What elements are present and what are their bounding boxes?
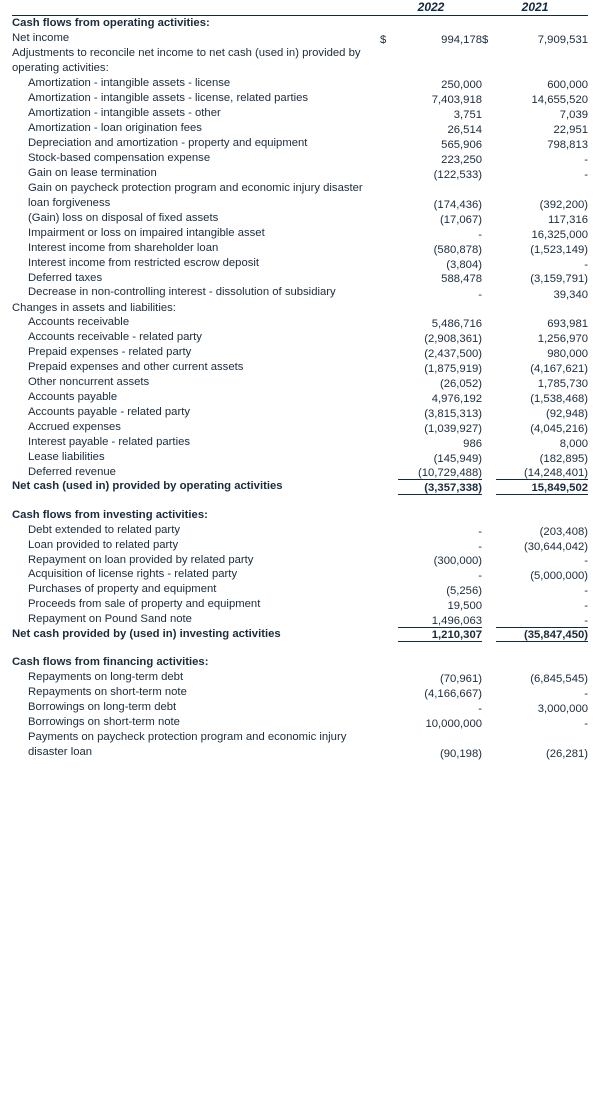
row-value-2022: 1,210,307: [398, 627, 482, 642]
row-value-2021: 980,000: [547, 348, 589, 361]
row-value-2022: (10,729,488): [398, 465, 482, 480]
row-currency-2021: [482, 46, 496, 76]
row-value-2021: 39,340: [553, 288, 589, 301]
section-heading-label: Cash flows from operating activities:: [12, 17, 210, 29]
section-heading-cur2: [482, 655, 496, 670]
row-label: Net cash provided by (used in) investing activities: [12, 628, 281, 641]
row-value-2022: 565,906: [441, 138, 483, 151]
row-value-2022: (3,357,338): [398, 479, 482, 494]
row-value-2022: (122,533): [433, 168, 483, 181]
row-currency-2021: [482, 256, 496, 271]
row-label: Gain on lease termination: [28, 166, 157, 179]
row-currency-2021: [482, 390, 496, 405]
row-label: Deferred revenue: [28, 465, 116, 478]
row-currency-2022: [380, 523, 398, 538]
spacer-cell: [12, 494, 588, 508]
row-label: Deferred taxes: [28, 271, 103, 284]
row-currency-2022: [380, 46, 398, 76]
row-currency-2021: [482, 685, 496, 700]
row-currency-2022: [380, 256, 398, 271]
row-label: (Gain) loss on disposal of fixed assets: [28, 211, 219, 224]
table-row: [12, 31, 588, 46]
row-currency-2021: [482, 597, 496, 612]
table-row: [12, 46, 588, 76]
row-label: Decrease in non-controlling interest - dissolution of subsidiary: [28, 286, 336, 299]
table-row: [12, 538, 588, 553]
row-value-2021: (3,159,791): [530, 273, 589, 286]
header-blank: [12, 0, 380, 14]
row-value-2022: -: [478, 703, 483, 716]
row-currency-2022: [380, 450, 398, 465]
row-value-2022: 5,486,716: [431, 318, 483, 331]
row-value-2022: -: [478, 570, 483, 583]
row-value-2021: 600,000: [547, 78, 589, 91]
row-currency-2021: [482, 166, 496, 181]
row-value-2021: 8,000: [559, 437, 589, 450]
section-heading-v2: [496, 655, 588, 670]
row-value-2022: (3,815,313): [424, 407, 483, 420]
row-currency-2022: [380, 597, 398, 612]
row-currency-2022: [380, 360, 398, 375]
row-value-2022: (2,908,361): [424, 333, 483, 346]
table-row: [12, 670, 588, 685]
section-heading-cur2: [482, 508, 496, 523]
table-row: [12, 226, 588, 241]
table-row: [12, 405, 588, 420]
row-currency-2022: [380, 76, 398, 91]
row-value-2021: 7,909,531: [537, 33, 589, 46]
table-row: [12, 612, 588, 627]
spacer-cell: [12, 642, 588, 656]
row-label: Accounts payable - related party: [28, 405, 191, 418]
header-year-2021: 2021: [521, 0, 549, 14]
row-currency-2021: [482, 538, 496, 553]
row-value-2021: (203,408): [539, 525, 589, 538]
row-value-2022: (2,437,500): [424, 348, 483, 361]
row-value-2021: -: [584, 600, 589, 613]
row-value-2022: (70,961): [439, 673, 483, 686]
row-currency-2022: [380, 567, 398, 582]
row-currency-2022: [380, 151, 398, 166]
table-row: [12, 567, 588, 582]
row-label: Net cash (used in) provided by operating activities: [12, 480, 283, 493]
row-currency-2021: [482, 226, 496, 241]
row-label: Accounts payable: [28, 390, 118, 403]
row-value-2022: -: [478, 228, 483, 241]
row-value-2022: 7,403,918: [431, 94, 483, 107]
row-value-2022: -: [478, 288, 483, 301]
row-value-2022: [398, 301, 482, 316]
row-label: Borrowings on long-term debt: [28, 701, 177, 714]
row-value-2021: (1,523,149): [530, 243, 589, 256]
row-currency-2022: [380, 685, 398, 700]
table-row: [12, 582, 588, 597]
row-currency-2021: [482, 405, 496, 420]
row-currency-2021: [482, 612, 496, 627]
row-value-2021: -: [584, 688, 589, 701]
table-row: [12, 76, 588, 91]
row-currency-2021: [482, 465, 496, 480]
row-value-2021: (26,281): [545, 748, 589, 761]
row-value-2021: -: [584, 718, 589, 730]
row-currency-2021: [482, 375, 496, 390]
row-value-2022: (26,052): [439, 377, 483, 390]
row-value-2021: 1,785,730: [537, 377, 589, 390]
row-currency-2022: [380, 241, 398, 256]
section-heading-cur1: [380, 655, 398, 670]
row-value-2021: 798,813: [547, 138, 589, 151]
row-value-2021: 22,951: [553, 123, 589, 136]
row-currency-2022: [380, 181, 398, 211]
row-label: Repayments on short-term note: [28, 686, 187, 699]
row-value-2022: (300,000): [433, 555, 483, 568]
row-label: Accounts receivable: [28, 316, 130, 329]
table-row: [12, 390, 588, 405]
row-currency-2021: [482, 523, 496, 538]
row-label: Amortization - loan origination fees: [28, 122, 202, 134]
row-currency-2022: [380, 285, 398, 300]
row-currency-2021: [482, 136, 496, 151]
row-currency-2022: [380, 226, 398, 241]
table-header-row: [12, 0, 588, 14]
row-currency-2021: [482, 121, 496, 136]
row-value-2021: (392,200): [539, 198, 589, 211]
row-label: Accounts receivable - related party: [28, 331, 202, 344]
row-currency-2022: [380, 106, 398, 121]
section-heading-financing: [12, 655, 588, 670]
row-label: Amortization - intangible assets - license: [28, 77, 231, 90]
row-label: Loan provided to related party: [28, 538, 179, 551]
row-label: Repayment on loan provided by related party: [28, 553, 254, 566]
row-currency-2021: [482, 435, 496, 450]
row-value-2022: 26,514: [447, 123, 483, 136]
table-row: [12, 479, 588, 494]
row-label: Stock-based compensation expense: [28, 151, 211, 164]
row-label: Depreciation and amortization - property and equipment: [28, 136, 308, 149]
row-currency-2021: [482, 241, 496, 256]
row-currency-2021: [482, 330, 496, 345]
row-currency-2022: [380, 670, 398, 685]
row-currency-2022: [380, 479, 398, 494]
row-currency-2022: [380, 390, 398, 405]
row-currency-2022: [380, 612, 398, 627]
row-currency-2022: [380, 91, 398, 106]
row-currency-2021: [482, 181, 496, 211]
row-value-2022: (90,198): [439, 748, 483, 761]
row-label: Lease liabilities: [28, 450, 105, 463]
row-value-2021: (14,248,401): [496, 465, 588, 480]
row-currency-2022: [380, 211, 398, 226]
table-row: [12, 345, 588, 360]
row-value-2022: 10,000,000: [425, 718, 483, 730]
row-currency-2022: [380, 166, 398, 181]
row-currency-2021: [482, 479, 496, 494]
table-row: [12, 360, 588, 375]
row-value-2022: 588,478: [441, 273, 483, 286]
table-row: [12, 315, 588, 330]
table-row: [12, 435, 588, 450]
row-currency-2022: [380, 730, 398, 760]
table-row: [12, 211, 588, 226]
row-value-2022: [398, 46, 482, 76]
row-currency-2021: [482, 567, 496, 582]
row-value-2021: [496, 301, 588, 316]
table-row: [12, 271, 588, 286]
table-row: [12, 523, 588, 538]
row-label: Interest income from shareholder loan: [28, 241, 219, 254]
row-value-2022: (580,878): [433, 243, 483, 256]
row-value-2021: (5,000,000): [530, 570, 589, 583]
table-row: [12, 685, 588, 700]
row-value-2021: (30,644,042): [523, 540, 589, 553]
row-currency-2022: [380, 301, 398, 316]
table-row: [12, 181, 588, 211]
row-value-2021: (92,948): [545, 407, 589, 420]
table-row: [12, 301, 588, 316]
row-label: Prepaid expenses and other current assets: [28, 361, 244, 374]
row-currency-2021: [482, 106, 496, 121]
row-label: Proceeds from sale of property and equipment: [28, 598, 261, 611]
row-currency-2022: [380, 715, 398, 730]
row-value-2022: 994,178: [441, 33, 483, 46]
row-label: Net income: [12, 31, 70, 44]
row-currency-2022: [380, 375, 398, 390]
row-currency-2021: [482, 345, 496, 360]
row-value-2021: (182,895): [539, 452, 589, 465]
row-currency-2021: [482, 91, 496, 106]
row-currency-2021: $: [482, 33, 489, 46]
row-currency-2022: [380, 405, 398, 420]
row-currency-2021: [482, 420, 496, 435]
row-currency-2022: $: [380, 33, 387, 46]
row-label: Amortization - intangible assets - other: [28, 107, 221, 120]
row-currency-2022: [380, 435, 398, 450]
row-label: Interest income from restricted escrow deposit: [28, 256, 260, 269]
row-value-2022: -: [478, 540, 483, 553]
row-label: Adjustments to reconcile net income to net cash (used in) provided by operating activities:: [12, 46, 361, 74]
row-value-2022: 4,976,192: [431, 392, 483, 405]
table-row: [12, 450, 588, 465]
row-currency-2022: [380, 136, 398, 151]
row-currency-2022: [380, 700, 398, 715]
section-heading-label: Cash flows from financing activities:: [12, 656, 209, 669]
row-label: Other noncurrent assets: [28, 376, 150, 389]
row-label: Impairment or loss on impaired intangible asset: [28, 226, 265, 239]
row-label: Amortization - intangible assets - license, related parties: [28, 91, 309, 104]
header-year-2022: 2022: [417, 0, 445, 14]
row-label: Changes in assets and liabilities:: [12, 301, 176, 314]
row-label: Borrowings on short-term note: [28, 716, 180, 729]
section-heading-cur1: [380, 16, 398, 31]
row-value-2021: -: [496, 612, 588, 627]
table-row: [12, 121, 588, 136]
row-currency-2022: [380, 627, 398, 642]
row-value-2021: (1,538,468): [530, 392, 589, 405]
row-value-2022: 250,000: [441, 78, 483, 91]
row-currency-2021: [482, 582, 496, 597]
financial-table: [12, 0, 588, 760]
section-heading-cur2: [482, 16, 496, 31]
row-currency-2021: [482, 301, 496, 316]
row-currency-2022: [380, 121, 398, 136]
row-value-2022: (5,256): [446, 585, 483, 598]
row-currency-2021: [482, 553, 496, 568]
row-currency-2021: [482, 670, 496, 685]
table-row: [12, 151, 588, 166]
table-row: [12, 241, 588, 256]
row-value-2022: (174,436): [433, 198, 483, 211]
row-value-2021: 16,325,000: [531, 228, 589, 241]
row-currency-2022: [380, 538, 398, 553]
section-heading-v1: [398, 16, 482, 31]
row-value-2022: 1,496,063: [398, 612, 482, 627]
row-currency-2021: [482, 151, 496, 166]
section-heading-v1: [398, 508, 482, 523]
row-value-2022: (1,039,927): [424, 422, 483, 435]
row-value-2022: 223,250: [441, 153, 483, 166]
row-value-2021: (6,845,545): [530, 673, 589, 686]
row-value-2021: 117,316: [548, 213, 589, 226]
row-value-2021: 1,256,970: [537, 333, 589, 346]
row-value-2021: -: [584, 258, 589, 271]
table-row: [12, 375, 588, 390]
table-row: [12, 106, 588, 121]
row-value-2021: [496, 46, 588, 76]
row-value-2022: 3,751: [453, 109, 483, 121]
row-currency-2021: [482, 450, 496, 465]
section-spacer: [12, 642, 588, 656]
row-currency-2021: [482, 700, 496, 715]
row-value-2022: 19,500: [447, 600, 483, 613]
row-currency-2022: [380, 315, 398, 330]
row-value-2022: (145,949): [433, 452, 483, 465]
section-heading-label: Cash flows from investing activities:: [12, 508, 208, 521]
table-row: [12, 730, 588, 760]
row-value-2021: (35,847,450): [496, 627, 588, 642]
row-value-2021: 7,039: [559, 109, 589, 121]
table-row: [12, 166, 588, 181]
table-row: [12, 597, 588, 612]
table-row: [12, 420, 588, 435]
row-label: Repayments on long-term debt: [28, 671, 184, 684]
row-value-2021: 3,000,000: [537, 703, 589, 716]
section-spacer: [12, 494, 588, 508]
row-label: Gain on paycheck protection program and economic injury disaster loan forgiveness: [28, 181, 363, 209]
row-label: Prepaid expenses - related party: [28, 346, 192, 359]
table-row: [12, 553, 588, 568]
section-heading-v2: [496, 16, 588, 31]
table-row: [12, 465, 588, 480]
row-label: Acquisition of license rights - related party: [28, 568, 238, 581]
row-currency-2021: [482, 715, 496, 730]
row-currency-2021: [482, 730, 496, 760]
row-label: Accrued expenses: [28, 420, 121, 433]
table-row: [12, 285, 588, 300]
row-value-2022: (4,166,667): [424, 688, 483, 701]
row-currency-2021: [482, 285, 496, 300]
row-label: Purchases of property and equipment: [28, 583, 217, 596]
table-body: [12, 16, 588, 761]
row-currency-2021: [482, 360, 496, 375]
row-currency-2021: [482, 627, 496, 642]
row-label: Repayment on Pound Sand note: [28, 613, 192, 626]
table-row: [12, 256, 588, 271]
row-value-2021: 14,655,520: [531, 94, 589, 107]
row-value-2022: (1,875,919): [424, 363, 483, 376]
row-currency-2022: [380, 345, 398, 360]
row-value-2021: -: [584, 168, 589, 181]
row-currency-2022: [380, 582, 398, 597]
row-currency-2021: [482, 315, 496, 330]
section-heading-v2: [496, 508, 588, 523]
row-currency-2021: [482, 211, 496, 226]
section-heading-operating: [12, 16, 588, 31]
section-heading-v1: [398, 655, 482, 670]
row-value-2021: -: [584, 153, 589, 166]
row-currency-2022: [380, 330, 398, 345]
table-row: [12, 700, 588, 715]
row-value-2021: -: [584, 555, 589, 568]
row-label: Payments on paycheck protection program and economic injury disaster loan: [28, 731, 347, 759]
row-label: Interest payable - related parties: [28, 435, 191, 448]
section-heading-cur1: [380, 508, 398, 523]
row-currency-2022: [380, 465, 398, 480]
row-value-2022: -: [478, 525, 483, 538]
row-currency-2021: [482, 271, 496, 286]
row-value-2022: (17,067): [439, 213, 483, 226]
row-label: Debt extended to related party: [28, 523, 180, 536]
row-currency-2022: [380, 420, 398, 435]
row-value-2021: -: [584, 585, 589, 598]
table-row: [12, 330, 588, 345]
section-heading-investing: [12, 508, 588, 523]
row-currency-2022: [380, 553, 398, 568]
row-value-2022: 986: [463, 437, 483, 450]
row-value-2021: 693,981: [547, 318, 589, 331]
table-row: [12, 715, 588, 730]
table-row: [12, 627, 588, 642]
table-row: [12, 91, 588, 106]
table-row: [12, 136, 588, 151]
row-currency-2021: [482, 76, 496, 91]
row-value-2022: (3,804): [446, 258, 483, 271]
row-value-2021: (4,167,621): [530, 363, 589, 376]
row-currency-2022: [380, 271, 398, 286]
row-value-2021: (4,045,216): [530, 422, 589, 435]
row-value-2021: 15,849,502: [496, 479, 588, 494]
